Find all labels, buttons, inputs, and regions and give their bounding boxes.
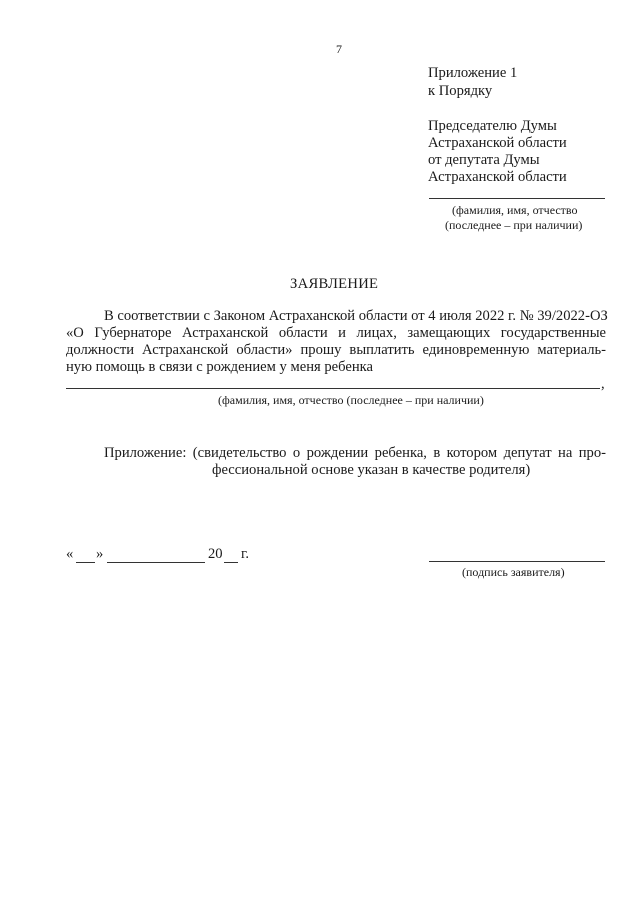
addressee-caption-2: (последнее – при наличии) bbox=[445, 218, 583, 232]
addressee-line-3: от депутата Думы bbox=[428, 152, 540, 168]
date-day-blank bbox=[76, 562, 95, 563]
page-number: 7 bbox=[336, 42, 342, 56]
body-line-4: ную помощь в связи с рождением у меня ребенка bbox=[66, 359, 374, 375]
document-title: ЗАЯВЛЕНИЕ bbox=[290, 276, 379, 292]
signature-caption: (подпись заявителя) bbox=[462, 565, 565, 579]
body-line-3: должности Астраханской области» прошу выплатить единовременную материаль- bbox=[66, 342, 606, 358]
body-line-1: В соответствии с Законом Астраханской области от 4 июля 2022 г. № 39/2022-ОЗ bbox=[104, 308, 608, 324]
addressee-line-2: Астраханской области bbox=[428, 135, 567, 151]
addressee-line-4: Астраханской области bbox=[428, 169, 567, 185]
date-year-suffix: г. bbox=[241, 546, 249, 562]
body-comma: , bbox=[601, 376, 605, 392]
signature-blank bbox=[429, 561, 605, 562]
addressee-caption-1: (фамилия, имя, отчество bbox=[452, 203, 578, 217]
attachment-line-2: фессиональной основе указан в качестве родителя) bbox=[212, 462, 531, 478]
child-name-caption: (фамилия, имя, отчество (последнее – при наличии) bbox=[218, 393, 484, 407]
body-line-2: «О Губернаторе Астраханской области и лицах, замещающих государственные bbox=[66, 325, 606, 341]
addressee-line-1: Председателю Думы bbox=[428, 118, 557, 134]
date-year-blank bbox=[224, 562, 238, 563]
date-year-prefix: 20 bbox=[208, 546, 223, 562]
date-month-blank bbox=[107, 562, 205, 563]
date-open-quote: « bbox=[66, 546, 74, 562]
attachment-line-1: Приложение: (свидетельство о рождении ребенка, в котором депутат на про- bbox=[104, 445, 606, 461]
child-name-blank bbox=[66, 388, 600, 389]
appendix-line-1: Приложение 1 bbox=[428, 65, 518, 81]
appendix-line-2: к Порядку bbox=[428, 83, 493, 99]
applicant-name-blank bbox=[429, 198, 605, 199]
date-close-quote: » bbox=[96, 546, 104, 562]
